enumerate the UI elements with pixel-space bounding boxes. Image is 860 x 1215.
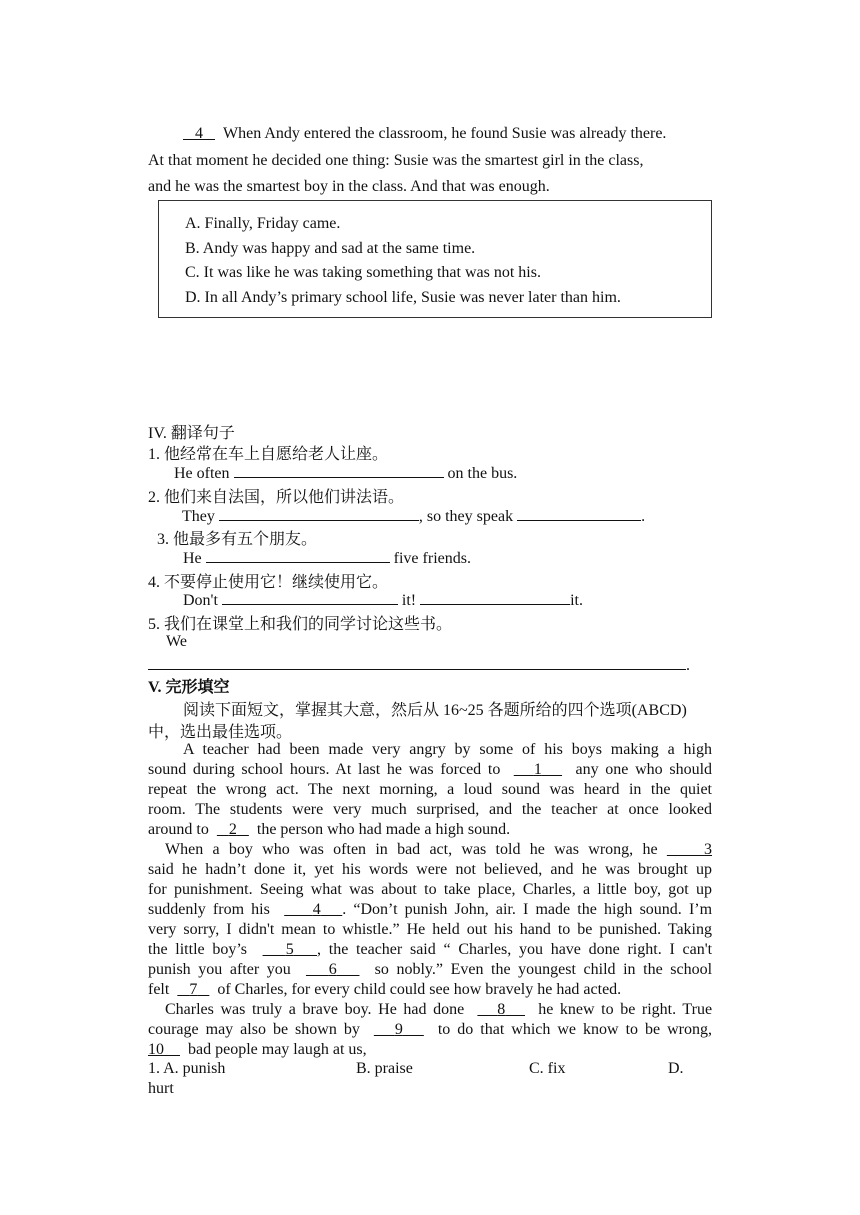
cloze-p1-l2: sound during school hours. At last he was forced to 1 any one who should (148, 761, 713, 778)
top-para-line1: 4 When Andy entered the classroom, he found Susie was already there. (183, 125, 666, 143)
section4-title: IV. 翻译句子 (148, 425, 235, 442)
blank-1: 1 (533, 761, 542, 778)
blank-3: 3 (704, 841, 713, 858)
cloze-p1-l5: around to 2 the person who had made a high sound. (148, 821, 511, 838)
cloze-p3-l2: courage may also be shown by 9 to do that which we know to be wrong, (148, 1021, 713, 1038)
s4-item3-cn: 3. 他最多有五个朋友。 (157, 531, 318, 548)
s4-item4-en: Don't it! it. (183, 592, 583, 609)
section5-instr1: 阅读下面短文，掌握其大意，然后从 16~25 各题所给的四个选项(ABCD) (183, 702, 687, 719)
blank-6: 6 (328, 961, 337, 978)
cloze-p3-l3: 10 bad people may laugh at us, (148, 1041, 367, 1058)
blank-10: 10 (148, 1041, 164, 1058)
cloze-p3-l1: Charles was truly a brave boy. He had done 8 he knew to be right. True (165, 1001, 713, 1018)
blank-2: 2 (228, 821, 237, 838)
q1-option-a: 1. A. punish (148, 1060, 226, 1077)
option-d: D. In all Andy’s primary school life, Susie was never later than him. (185, 289, 621, 306)
s4-item2-en: They , so they speak . (182, 508, 646, 525)
cloze-p2-l2: said he hadn’t done it, yet his words were not believed, and he was brought up (148, 861, 712, 878)
cloze-p2-l5: very sorry, I didn't mean to whistle.” He held out his hand to be punished. Taking (148, 921, 712, 938)
option-a: A. Finally, Friday came. (185, 215, 341, 232)
s4-item1-cn: 1. 他经常在车上自愿给老人让座。 (148, 446, 389, 463)
options-box (158, 200, 712, 318)
s4-item5-en: We (166, 633, 187, 650)
blank-4b: 4 (312, 901, 321, 918)
s4-item2-cn: 2. 他们来自法国，所以他们讲法语。 (148, 489, 405, 506)
s4-item5-cn: 5. 我们在课堂上和我们的同学讨论这些书。 (148, 616, 453, 633)
s4-item1-en: He often on the bus. (174, 465, 518, 482)
q1-option-d: D. (668, 1060, 684, 1077)
cloze-p1-l1: A teacher had been made very angry by some of his boys making a high (183, 741, 712, 758)
cloze-p2-l7: punish you after you 6 so nobly.” Even the youngest child in the school (148, 961, 713, 978)
option-b: B. Andy was happy and sad at the same time. (185, 240, 476, 257)
cloze-p2-l3: for punishment. Seeing what was about to take place, Charles, a little boy, got up (148, 881, 712, 898)
cloze-p2-l1: When a boy who was often in bad act, was told he was wrong, he 3 (165, 841, 713, 858)
top-para-line3: and he was the smartest boy in the class. And that was enough. (148, 178, 550, 195)
blank-5: 5 (285, 941, 294, 958)
top-para-line2: At that moment he decided one thing: Susie was the smartest girl in the class, (148, 152, 644, 169)
blank-4: 4 (195, 125, 203, 142)
s4-item4-cn: 4. 不要停止使用它！继续使用它。 (148, 574, 389, 591)
s4-item5-line: . (148, 655, 690, 675)
cloze-p1-l4: room. The students were very much surprised, and the teacher at once looked (148, 801, 712, 818)
section5-title: V. 完形填空 (148, 679, 230, 696)
blank-9: 9 (394, 1021, 403, 1038)
cloze-p2-l8: felt 7 of Charles, for every child could see how bravely he had acted. (148, 981, 622, 998)
s4-item3-en: He five friends. (183, 550, 471, 567)
q1-option-c: C. fix (529, 1060, 566, 1077)
q1-option-d-text: hurt (148, 1080, 174, 1097)
cloze-p2-l6: the little boy’s 5 , the teacher said “ Charles, you have done right. I can't (148, 941, 713, 958)
section5-instr2: 中，选出最佳选项。 (148, 724, 293, 741)
blank-8: 8 (497, 1001, 506, 1018)
q1-option-b: B. praise (356, 1060, 413, 1077)
cloze-p1-l3: repeat the wrong act. The next morning, a loud sound was heard in the quiet (148, 781, 712, 798)
option-c: C. It was like he was taking something that was not his. (185, 264, 541, 281)
blank-7: 7 (189, 981, 198, 998)
cloze-p2-l4: suddenly from his 4 . “Don’t punish John, air. I made the high sound. I’m (148, 901, 713, 918)
